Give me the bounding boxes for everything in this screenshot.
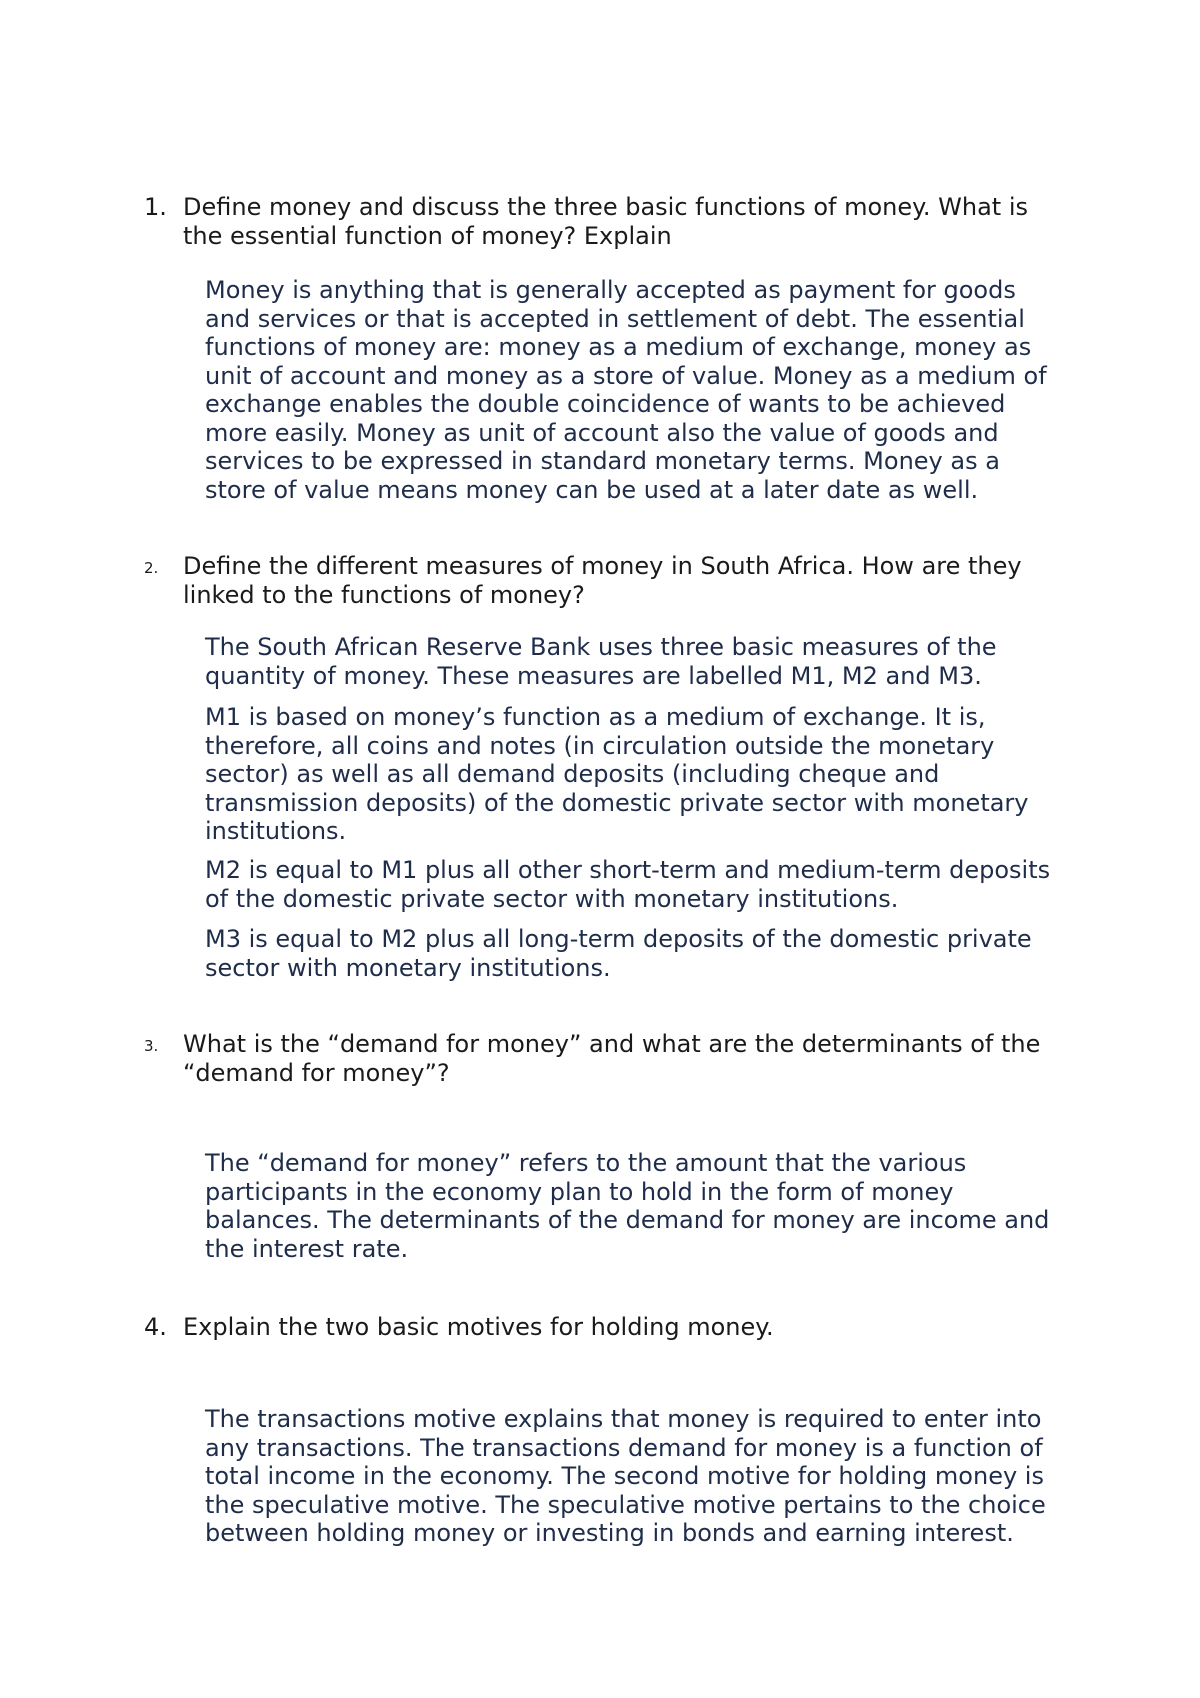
question-text: What is the “demand for money” and what are the determinants of the “demand for money”? (183, 1030, 1041, 1087)
answer-paragraph: The “demand for money” refers to the amount that the various participants in the economy plan to hold in the form of money balances. The determinants of the demand for money are income and the interest rate. (205, 1149, 1050, 1263)
question-text: Define money and discuss the three basic functions of money. What is the essential function of money? Explain (183, 193, 1029, 250)
question-text: Define the different measures of money in South Africa. How are they linked to the functions of money? (183, 552, 1022, 609)
answer-paragraph: Money is anything that is generally accepted as payment for goods and services or that is accepted in settlement of debt. The essential functions of money are: money as a medium of exchange, money as unit of account and money as a store of value. Money as a medium of exchange enables the double coincidence of wants to be achieved more easily. Money as unit of account also the value of goods and services to be expressed in standard monetary terms. Money as a store of value means money can be used at a later date as well. (205, 276, 1047, 504)
question-number: 1. (144, 193, 167, 221)
answer-paragraph: M3 is equal to M2 plus all long-term deposits of the domestic private sector with monetary institutions. (205, 925, 1032, 982)
question-number: 4. (144, 1313, 167, 1341)
answer-paragraph: The South African Reserve Bank uses three basic measures of the quantity of money. These measures are labelled M1, M2 and M3. (205, 633, 997, 690)
question-text: Explain the two basic motives for holding money. (183, 1313, 774, 1341)
question-number: 3. (144, 1037, 159, 1055)
answer-paragraph: M2 is equal to M1 plus all other short-term and medium-term deposits of the domestic private sector with monetary institutions. (205, 856, 1051, 913)
answer-paragraph: M1 is based on money’s function as a medium of exchange. It is, therefore, all coins and notes (in circulation outside the monetary sector) as well as all demand deposits (including cheque and transmission deposits) of the domestic private sector with monetary institutions. (205, 703, 1029, 845)
question-number: 2. (144, 559, 159, 577)
answer-paragraph: The transactions motive explains that money is required to enter into any transactions. The transactions demand for money is a function of total income in the economy. The second motive for holding money is the speculative motive. The speculative motive pertains to the choice between holding money or investing in bonds and earning interest. (205, 1405, 1046, 1547)
